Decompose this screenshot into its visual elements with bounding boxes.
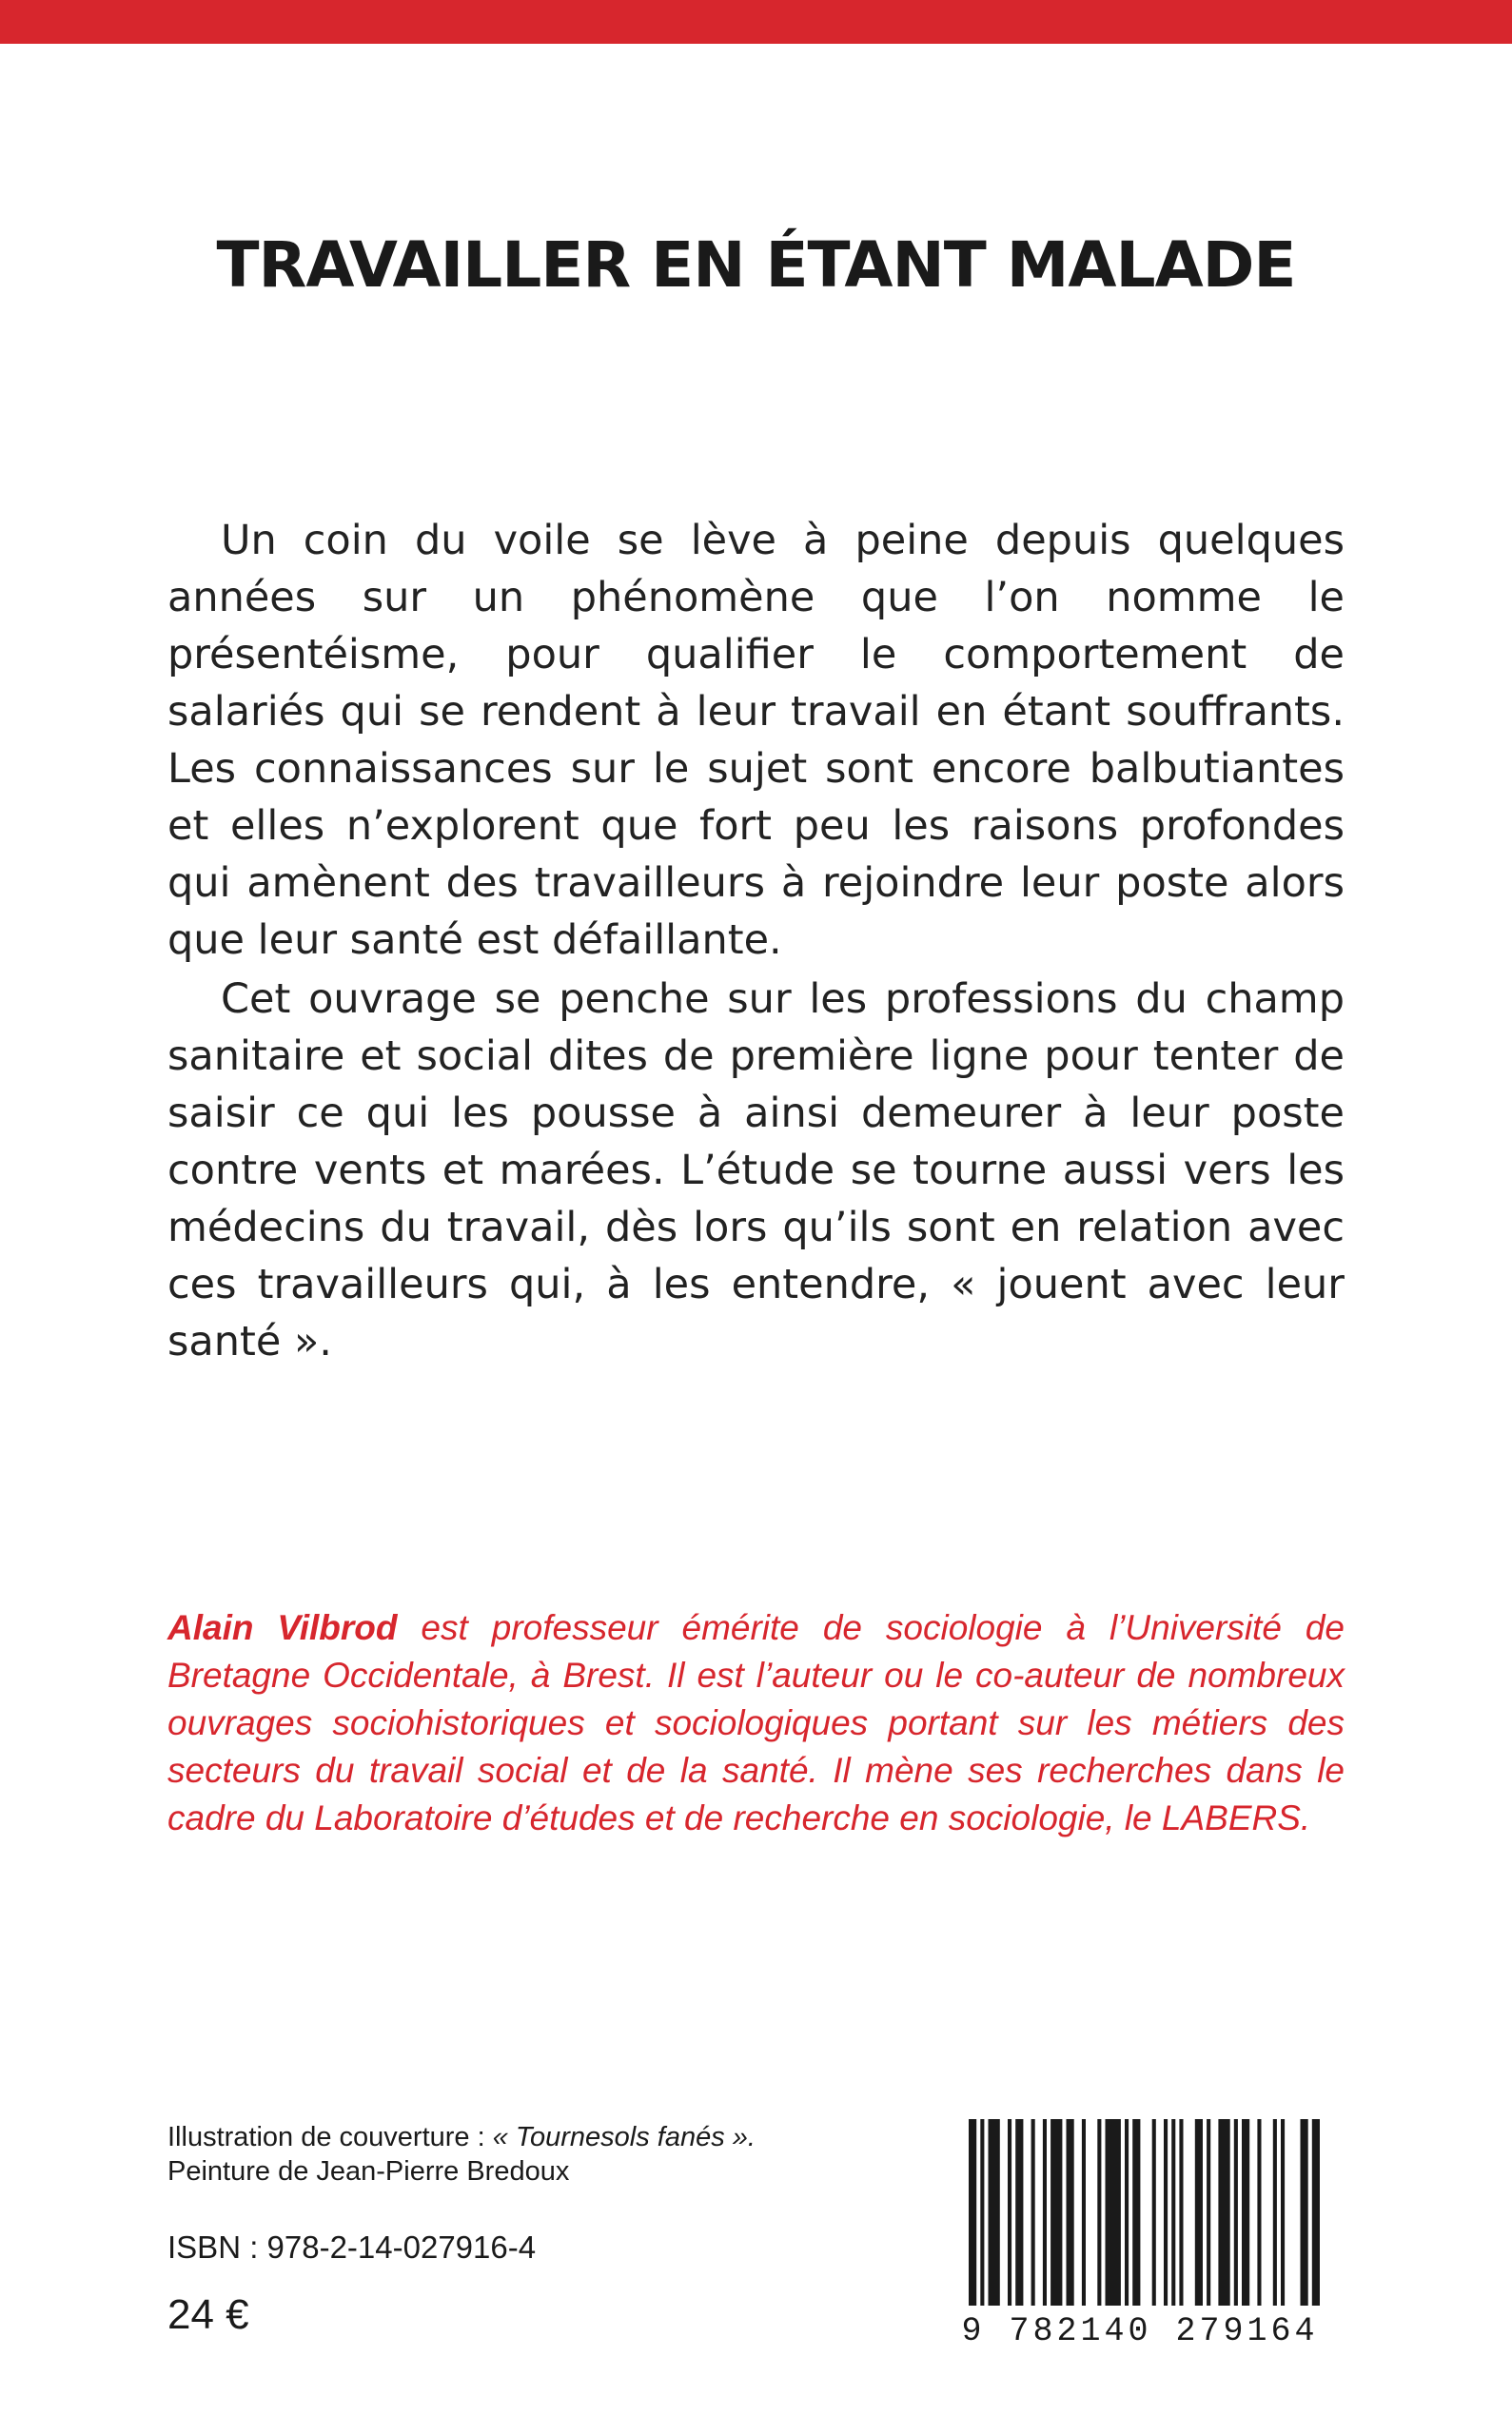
author-bio-text: est professeur émérite de sociologie à l’Université de Bretagne Occidentale, à Brest. Il est l’auteur ou le co-auteur de nombreux ouvrages sociohistoriques et sociologiques portant sur les métiers des secteurs du travail social et de la santé. Il mène ses recherches dans le cadre du Laboratoire d’études et de recherche en sociologie, le LABERS. [167, 1608, 1345, 1837]
barcode-bar [1067, 2119, 1074, 2306]
barcode-bar [1132, 2119, 1140, 2306]
isbn: ISBN : 978-2-14-027916-4 [167, 2229, 537, 2265]
barcode-bar [1301, 2119, 1308, 2306]
price: 24 € [167, 2291, 249, 2338]
barcode-bar [1171, 2119, 1175, 2306]
barcode-bar [1097, 2119, 1101, 2306]
painter-credit-line: Peinture de Jean-Pierre Bredoux [167, 2156, 570, 2187]
barcode-bar [1257, 2119, 1261, 2306]
barcode-bar [1031, 2119, 1035, 2306]
illustration-prefix: Illustration de couverture : [167, 2122, 493, 2152]
barcode-bar [1125, 2119, 1129, 2306]
barcode-bar [1218, 2119, 1229, 2306]
barcode-bar [1164, 2119, 1168, 2306]
barcode-bar [1051, 2119, 1062, 2306]
barcode [942, 2113, 1338, 2349]
barcode-bar [980, 2119, 984, 2306]
author-bio [167, 1604, 1345, 1842]
barcode-bar [1015, 2119, 1023, 2306]
author-name: Alain Vilbrod [167, 1608, 398, 1647]
summary-paragraph-1: Un coin du voile se lève à peine depuis quelques années sur un phénomène que l’on nomme le présentéisme, pour qualifier le comportement de salariés qui se rendent à leur travail en étant souffrants. Les connaissances sur le sujet sont encore balbutiantes et elles n’explorent que fort peu les raisons profondes qui amènent des travailleurs à rejoindre leur poste alors que leur santé est défaillante. [167, 517, 1345, 964]
book-title: TRAVAILLER EN ÉTANT MALADE [216, 228, 1296, 302]
barcode-bar [1195, 2119, 1203, 2306]
barcode-bar [1281, 2119, 1285, 2306]
barcode-graphic [942, 2113, 1338, 2349]
barcode-bar [1152, 2119, 1156, 2306]
barcode-bar [1312, 2119, 1320, 2306]
cover-credit [167, 2120, 756, 2189]
barcode-bar [1082, 2119, 1086, 2306]
barcode-bar [1234, 2119, 1238, 2306]
top-color-band [0, 0, 1512, 44]
illustration-credit-line [167, 2120, 756, 2154]
summary-paragraph-2: Cet ouvrage se penche sur les professions du champ sanitaire et social dites de première ligne pour tenter de saisir ce qui les pousse à ainsi demeurer à leur poste contre vents et marées. L’étude se tourne aussi vers les médecins du travail, dès lors qu’ils sont en relation avec ces travailleurs qui, à les entendre, « jouent avec leur santé ». [167, 975, 1345, 1365]
barcode-bar [1008, 2119, 1011, 2306]
barcode-bar [1179, 2119, 1183, 2306]
barcode-bar [989, 2119, 1000, 2306]
barcode-bar [1273, 2119, 1277, 2306]
barcode-bar [1207, 2119, 1210, 2306]
barcode-bar [1106, 2119, 1121, 2306]
barcode-bar [969, 2119, 976, 2306]
barcode-digits: 9 782140 279164 [961, 2312, 1319, 2349]
barcode-bar [1242, 2119, 1249, 2306]
barcode-bar [1043, 2119, 1047, 2306]
illustration-title: « Tournesols fanés ». [492, 2122, 756, 2152]
